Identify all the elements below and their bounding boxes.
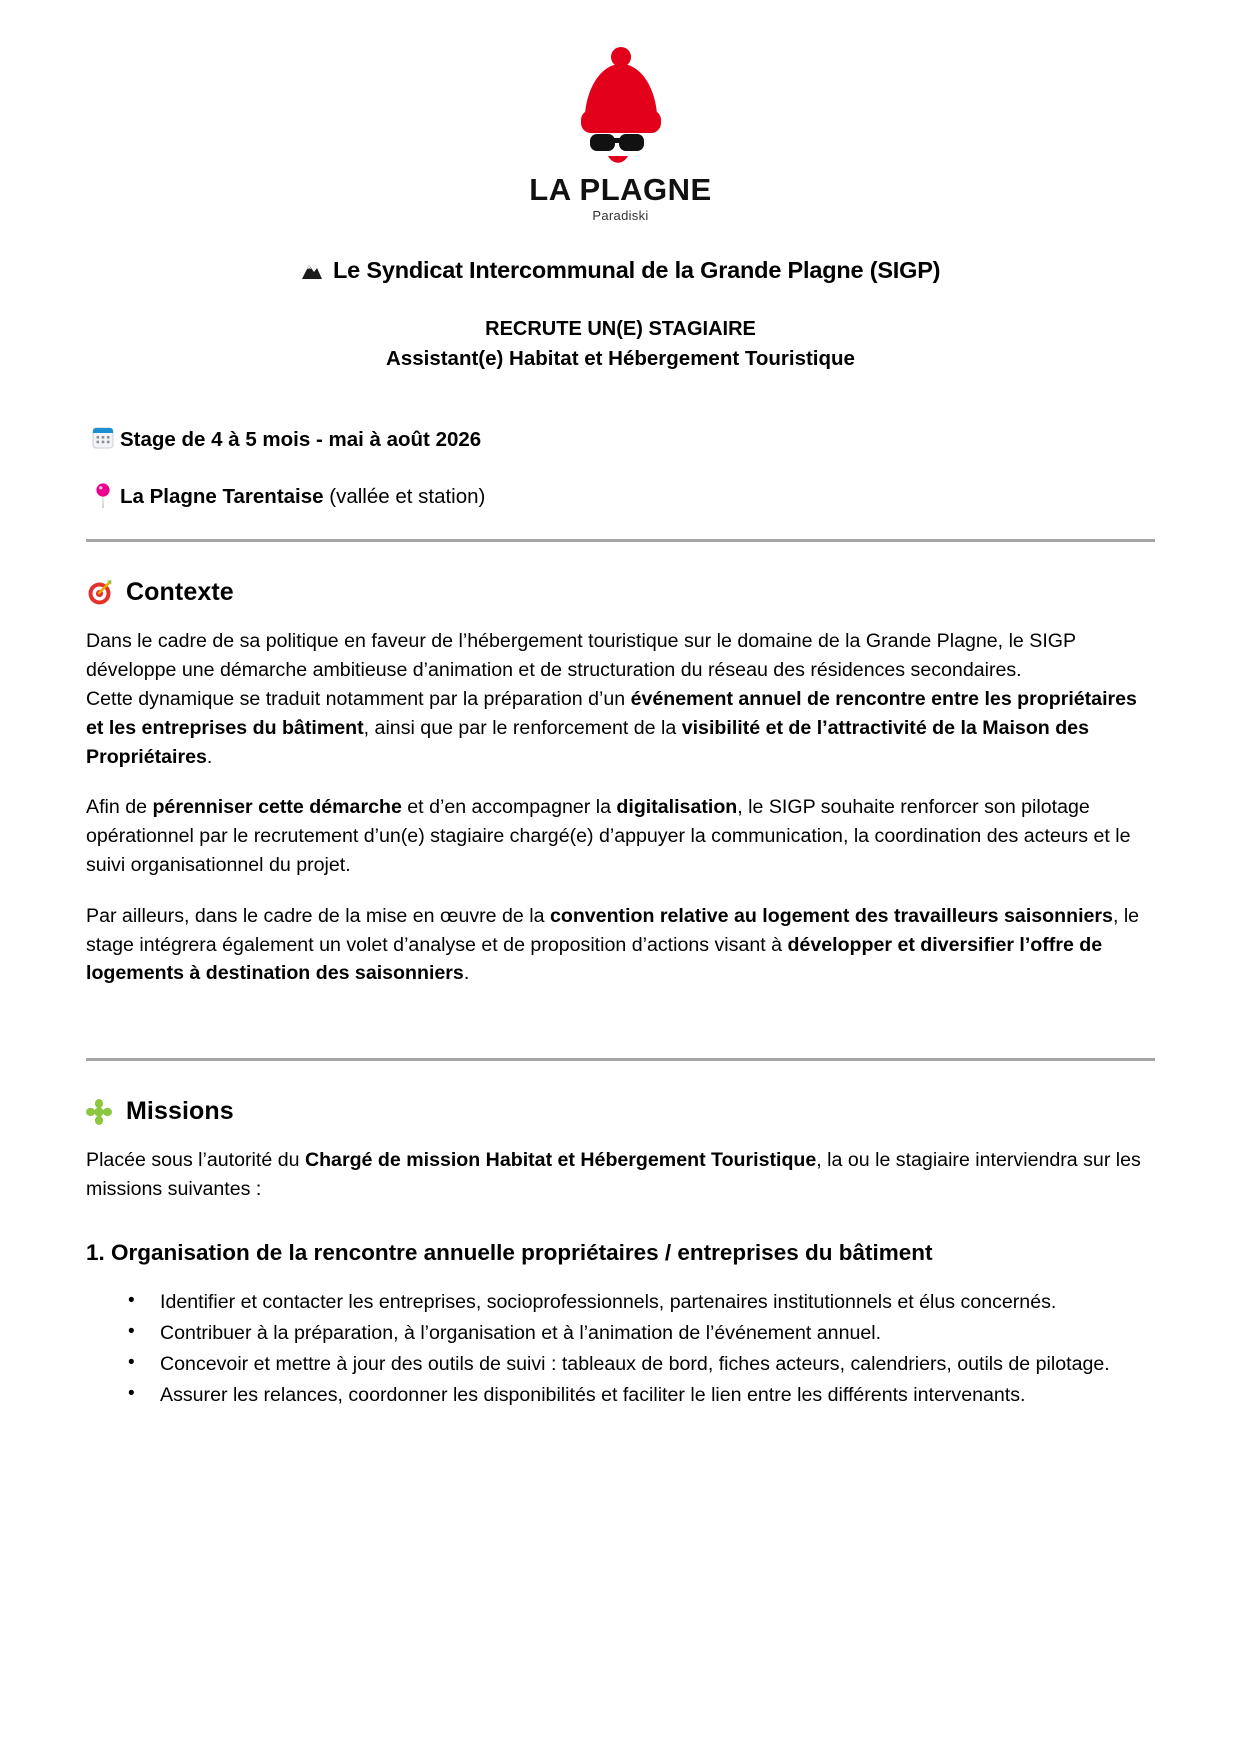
- divider-middle: [86, 1058, 1155, 1061]
- contexte-p3-b: , le stage intégrera également un volet d’analyse et de proposition d’actions visant à: [86, 904, 1140, 956]
- page-title: [86, 256, 1155, 285]
- duration-line: [86, 426, 1155, 455]
- logo-tagline: Paradiski: [592, 208, 649, 223]
- list-item: • Identifier et contacter les entreprises, socioprofessionnels, partenaires institutionnels et élus concernés.: [120, 1288, 1155, 1317]
- contexte-p1-b: Cette dynamique se traduit notamment par la préparation d’un: [86, 688, 631, 711]
- puzzle-icon: [86, 1099, 126, 1125]
- contexte-p1-d: .: [206, 745, 213, 768]
- missions-intro-b: , la ou le stagiaire interviendra sur les missions suivantes :: [86, 1149, 1141, 1201]
- contexte-p2-c: , le SIGP souhaite renforcer son pilotage opérationnel par le recrutement d’un(e) stagiaire chargé(e) d’appuyer la communication, la coordination des acteurs et le suivi organisationnel du projet.: [86, 796, 1131, 877]
- missions-intro-bold: Chargé de mission Habitat et Hébergement Touristique: [304, 1149, 817, 1172]
- location-line: [86, 483, 1155, 512]
- contexte-p1-bold-2: visibilité et de l’attractivité de la Maison des Propriétaires: [86, 716, 1089, 768]
- location-bold: La Plagne Tarentaise: [120, 484, 324, 508]
- recruit-line: RECRUTE UN(E) STAGIAIRE: [485, 318, 756, 341]
- section-title-missions: Missions: [126, 1097, 234, 1126]
- duration-text: Stage de 4 à 5 mois - mai à août 2026: [120, 428, 482, 452]
- contexte-paragraph-2: [86, 793, 1155, 879]
- role-line: Assistant(e) Habitat et Hébergement Touristique: [386, 347, 855, 371]
- contexte-p2-a: Afin de: [86, 796, 153, 819]
- contexte-p2-bold-1: pérenniser cette démarche: [152, 796, 402, 819]
- target-icon: [86, 579, 126, 606]
- brand-logo: [86, 0, 1155, 222]
- section-header-contexte: [86, 578, 1155, 607]
- missions-intro: [86, 1146, 1155, 1204]
- contexte-p3-bold-2: développer et diversifier l’offre de logements à destination des saisonniers: [86, 933, 1103, 985]
- meta-block: [86, 426, 1155, 511]
- list-item: • Assurer les relances, coordonner les disponibilités et faciliter le lien entre les différents intervenants.: [120, 1381, 1155, 1410]
- missions-intro-a: Placée sous l’autorité du: [86, 1149, 305, 1172]
- list-item: • Concevoir et mettre à jour des outils de suivi : tableaux de bord, fiches acteurs, calendriers, outils de pilotage.: [120, 1350, 1155, 1379]
- contexte-p1-c: , ainsi que par le renforcement de la: [363, 716, 682, 739]
- mountain-icon: [301, 257, 329, 283]
- missions-bullet-list: [86, 1288, 1155, 1409]
- missions-subsection-1-title: 1. Organisation de la rencontre annuelle propriétaires / entreprises du bâtiment: [86, 1239, 933, 1265]
- logo-wordmark: LA PLAGNE: [529, 172, 712, 207]
- section-header-missions: [86, 1097, 1155, 1126]
- contexte-p2-bold-2: digitalisation: [616, 796, 738, 819]
- contexte-p3-bold-1: convention relative au logement des travailleurs saisonniers: [549, 904, 1113, 927]
- map-pin-icon: [86, 483, 120, 509]
- list-item: • Contribuer à la préparation, à l’organisation et à l’animation de l’événement annuel.: [120, 1319, 1155, 1348]
- beanie-hat-sunglasses-logo-icon: [561, 44, 681, 172]
- contexte-p1-a: Dans le cadre de sa politique en faveur de l’hébergement touristique sur le domaine de la Grande Plagne, le SIGP développe une démarche ambitieuse d’animation et de structuration du réseau des résidences secondaires.: [86, 630, 1076, 682]
- contexte-p2-b: et d’en accompagner la: [401, 796, 617, 819]
- contexte-paragraph-3: [86, 902, 1155, 988]
- contexte-p3-c: .: [463, 962, 470, 985]
- location-text: [120, 483, 485, 512]
- contexte-p1-bold-1: événement annuel de rencontre entre les propriétaires et les entreprises du bâtiment: [86, 688, 1137, 739]
- contexte-paragraph-1: [86, 627, 1155, 771]
- location-regular: (vallée et station): [329, 484, 486, 508]
- divider-top: [86, 539, 1155, 542]
- page-title-text: Le Syndicat Intercommunal de la Grande Plagne (SIGP): [333, 257, 941, 283]
- contexte-p3-a: Par ailleurs, dans le cadre de la mise en œuvre de la: [86, 904, 550, 927]
- calendar-icon: [86, 426, 120, 449]
- spacer: [86, 1010, 1155, 1036]
- section-title-contexte: Contexte: [126, 578, 234, 607]
